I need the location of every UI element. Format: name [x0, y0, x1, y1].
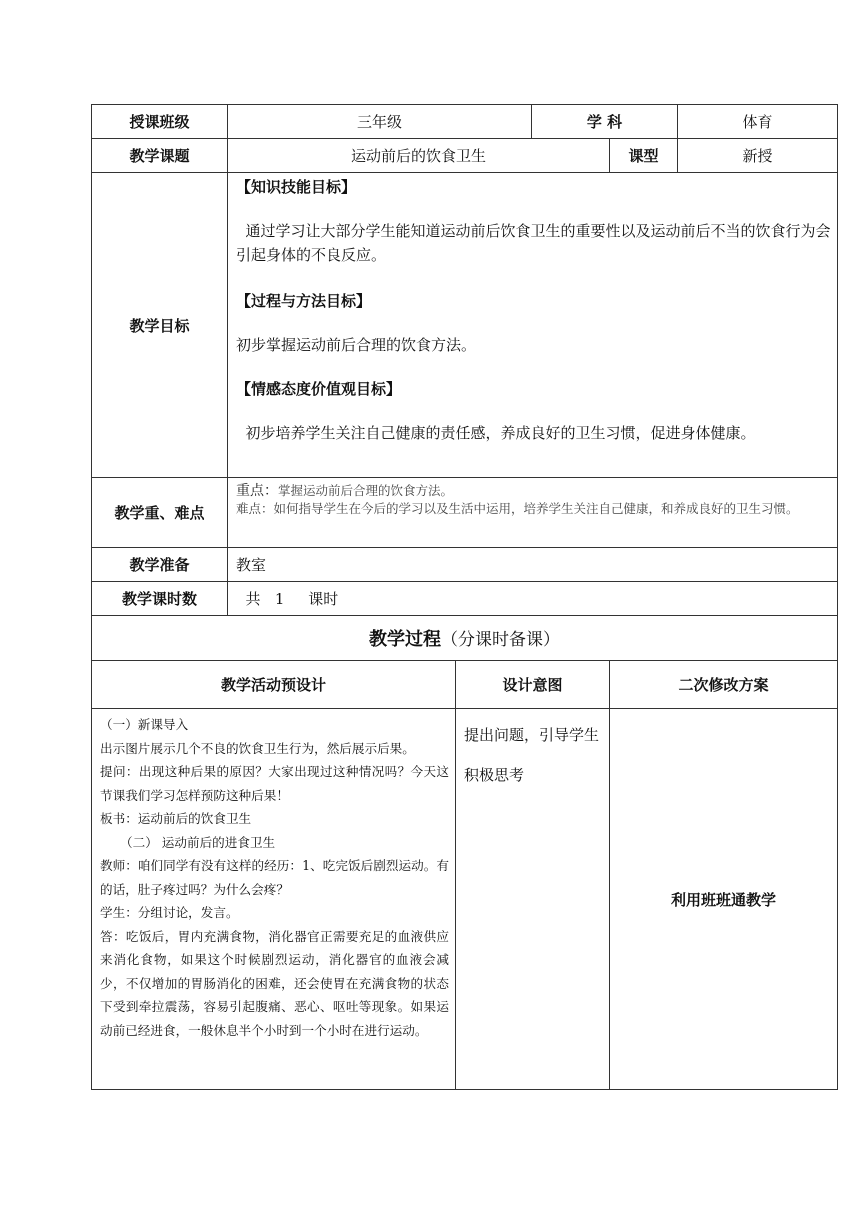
- activity-content: [92, 709, 456, 1090]
- activity-line: 教师：咱们同学有没有这样的经历：1、吃完饭后剧烈运动。有的话，肚子疼过吗？为什么会疼？: [100, 858, 449, 897]
- subject-value: 体育: [678, 105, 838, 139]
- key-text: 掌握运动前后合理的饮食方法。: [278, 483, 454, 498]
- process-title: [92, 616, 838, 661]
- hours-value: 共 1 课时: [228, 582, 838, 616]
- activity-line: 提问：出现这种后果的原因？大家出现过这种情况吗？今天这节课我们学习怎样预防这种后果！: [100, 764, 449, 803]
- intent-content: 提出问题，引导学生积极思考: [456, 709, 610, 1090]
- activity-line: （二） 运动前后的进食卫生: [100, 834, 276, 850]
- key-points-content: [228, 478, 838, 548]
- objectives-label: 教学目标: [92, 173, 228, 478]
- row-objectives: [92, 173, 838, 478]
- type-value: 新授: [678, 139, 838, 173]
- class-value: 三年级: [228, 105, 532, 139]
- activity-line: 答：吃饭后，胃内充满食物，消化器官正需要充足的血液供应来消化食物，如果这个时候剧烈运动，消化器官的血液会减少，不仅增加的胃肠消化的困难，还会使胃在充满食物的状态下受到牵拉震荡，容易引起腹痛、恶心、呕吐等现象。如果运动前已经进食，一般休息半个小时到一个小时在进行运动。: [100, 928, 449, 1038]
- row-process-header: [92, 661, 838, 709]
- preparation-label: 教学准备: [92, 548, 228, 582]
- process-title-bold: 教学过程: [369, 629, 442, 650]
- subject-label: 学 科: [532, 105, 678, 139]
- column-revision-header: 二次修改方案: [610, 661, 838, 709]
- topic-value: 运动前后的饮食卫生: [228, 139, 610, 173]
- row-process-body: [92, 709, 838, 1090]
- activity-line: 板书：运动前后的饮食卫生: [100, 811, 252, 826]
- row-topic: [92, 139, 838, 173]
- type-label: 课型: [610, 139, 678, 173]
- process-text: 初步掌握运动前后合理的饮食方法。: [236, 336, 477, 354]
- preparation-value: 教室: [228, 548, 838, 582]
- difficulty-text: 难点：如何指导学生在今后的学习以及生活中运用，培养学生关注自己健康，和养成良好的卫生习惯。: [236, 501, 799, 516]
- class-label: 授课班级: [92, 105, 228, 139]
- revision-content: 利用班班通教学: [610, 709, 838, 1090]
- row-key-points: [92, 478, 838, 548]
- hours-label: 教学课时数: [92, 582, 228, 616]
- process-title-rest: （分课时备课）: [441, 630, 561, 650]
- activity-line: （一）新课导入: [100, 717, 189, 732]
- row-hours: [92, 582, 838, 616]
- column-activity-header: 教学活动预设计: [92, 661, 456, 709]
- key-prefix: 重点：: [236, 483, 278, 499]
- lesson-plan-table: [91, 104, 838, 1090]
- column-intent-header: 设计意图: [456, 661, 610, 709]
- activity-line: 出示图片展示几个不良的饮食卫生行为，然后展示后果。: [100, 740, 415, 756]
- emotion-heading: 【情感态度价值观目标】: [236, 380, 402, 398]
- knowledge-text: 通过学习让大部分学生能知道运动前后饮食卫生的重要性以及运动前后不当的饮食行为会引起身体的不良反应。: [236, 222, 831, 264]
- topic-label: 教学课题: [92, 139, 228, 173]
- emotion-text: 初步培养学生关注自己健康的责任感，养成良好的卫生习惯，促进身体健康。: [236, 424, 756, 442]
- key-points-label: 教学重、难点: [92, 478, 228, 548]
- row-process-title: [92, 616, 838, 661]
- row-preparation: [92, 548, 838, 582]
- activity-line: 学生：分组讨论，发言。: [100, 905, 239, 920]
- knowledge-heading: 【知识技能目标】: [236, 178, 357, 196]
- process-heading: 【过程与方法目标】: [236, 292, 372, 310]
- row-class: [92, 105, 838, 139]
- objectives-content: [228, 173, 838, 478]
